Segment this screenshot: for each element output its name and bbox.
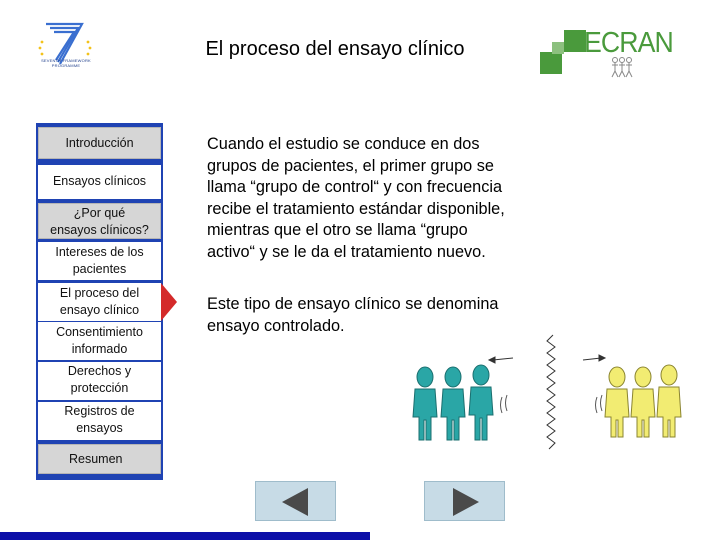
ecran-logo-text: ECRAN — [584, 27, 673, 59]
sidebar-item-consentimiento[interactable] — [38, 322, 161, 360]
sidebar-item-resumen[interactable] — [38, 444, 161, 474]
progress-bar — [0, 532, 370, 540]
control-group-figures — [413, 365, 493, 440]
sidebar-item-ensayos-clinicos[interactable] — [38, 165, 161, 199]
body-paragraph-2: Este tipo de ensayo clínico se denomina ensayo controlado. — [207, 295, 499, 335]
sidebar-item-label: Resumen — [69, 452, 123, 466]
active-group-figures — [605, 365, 681, 437]
patient-figure — [469, 365, 493, 440]
sidebar-item-label: ¿Por qué ensayos clínicos? — [50, 206, 149, 237]
right-arrow-icon — [583, 355, 605, 361]
sidebar-item-label: Intereses de los pacientes — [55, 245, 144, 276]
sidebar-item-por-que[interactable] — [38, 203, 161, 239]
patient-figure — [631, 367, 655, 437]
sidebar-item-label: Consentimiento informado — [56, 325, 143, 356]
fp7-caption: SEVENTH FRAMEWORK PROGRAMME — [41, 58, 91, 68]
previous-button[interactable] — [255, 481, 336, 521]
sidebar-item-registros[interactable] — [38, 402, 161, 440]
separator-line — [547, 335, 555, 449]
sidebar-item-proceso[interactable] — [38, 283, 161, 321]
next-button[interactable] — [424, 481, 505, 521]
patient-figure — [413, 367, 437, 440]
two-patient-groups-illustration — [405, 325, 705, 475]
sidebar-item-label: Registros de ensayos — [64, 404, 135, 435]
patient-figure — [605, 367, 629, 437]
sidebar-item-introduccion[interactable] — [38, 127, 161, 159]
triangle-right-icon — [425, 482, 506, 522]
triangle-left-icon — [256, 482, 337, 522]
sidebar-item-label: Introducción — [65, 136, 134, 150]
ecran-logo-mark — [540, 30, 586, 76]
page-title: El proceso del ensayo clínico — [205, 38, 465, 60]
sidebar-item-label: Derechos y protección — [67, 364, 132, 395]
sidebar-item-derechos[interactable] — [38, 362, 161, 400]
sidebar-item-label: Ensayos clínicos — [52, 174, 147, 188]
ecran-people-icon — [610, 56, 634, 78]
sidebar-item-intereses[interactable] — [38, 242, 161, 280]
patient-figure — [441, 367, 465, 440]
active-item-arrow-icon — [161, 283, 177, 321]
patient-figure — [657, 365, 681, 437]
body-paragraph-1: Cuando el estudio se conduce en dos grupos de pacientes, el primer grupo se llama “grupo de control“ y con frecuencia recibe el tratamiento estándar disponible, mientras que el otro se llama “grupo activo“ y se le da el tratamiento nuevo. — [207, 135, 505, 261]
sidebar-item-label: El proceso del ensayo clínico — [59, 286, 140, 317]
left-arrow-icon — [489, 357, 513, 363]
